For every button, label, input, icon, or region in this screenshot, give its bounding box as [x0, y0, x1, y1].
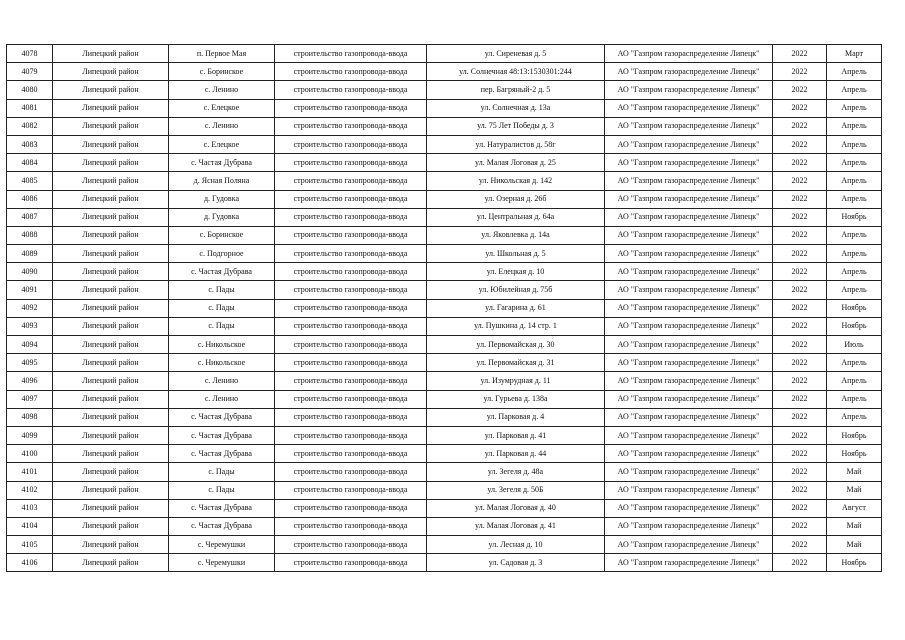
month-cell: Апрель [827, 63, 882, 81]
organization-cell: АО "Газпром газораспределение Липецк" [605, 336, 773, 354]
month-cell: Апрель [827, 117, 882, 135]
organization-cell: АО "Газпром газораспределение Липецк" [605, 317, 773, 335]
work-type-cell: строительство газопровода-ввода [275, 463, 427, 481]
organization-cell: АО "Газпром газораспределение Липецк" [605, 299, 773, 317]
table-row [7, 354, 882, 372]
work-type-cell: строительство газопровода-ввода [275, 226, 427, 244]
month-cell: Ноябрь [827, 445, 882, 463]
settlement-cell: д. Гудовка [169, 190, 275, 208]
document-page [6, 44, 882, 572]
district-cell: Липецкий район [53, 445, 169, 463]
settlement-cell: с. Боринское [169, 226, 275, 244]
work-type-cell: строительство газопровода-ввода [275, 499, 427, 517]
district-cell: Липецкий район [53, 63, 169, 81]
month-cell: Май [827, 463, 882, 481]
settlement-cell: с. Пады [169, 317, 275, 335]
row-number-cell: 4082 [7, 117, 53, 135]
table-row [7, 426, 882, 444]
district-cell: Липецкий район [53, 517, 169, 535]
month-cell: Апрель [827, 354, 882, 372]
table-row [7, 481, 882, 499]
work-type-cell: строительство газопровода-ввода [275, 135, 427, 153]
row-number-cell: 4086 [7, 190, 53, 208]
row-number-cell: 4091 [7, 281, 53, 299]
district-cell: Липецкий район [53, 354, 169, 372]
table-row [7, 299, 882, 317]
work-type-cell: строительство газопровода-ввода [275, 408, 427, 426]
work-type-cell: строительство газопровода-ввода [275, 208, 427, 226]
table-row [7, 263, 882, 281]
month-cell: Май [827, 481, 882, 499]
month-cell: Апрель [827, 81, 882, 99]
month-cell: Апрель [827, 172, 882, 190]
organization-cell: АО "Газпром газораспределение Липецк" [605, 499, 773, 517]
district-cell: Липецкий район [53, 172, 169, 190]
address-cell: ул. Парковая д. 41 [427, 426, 605, 444]
year-cell: 2022 [773, 390, 827, 408]
month-cell: Ноябрь [827, 317, 882, 335]
table-row [7, 554, 882, 572]
year-cell: 2022 [773, 554, 827, 572]
row-number-cell: 4104 [7, 517, 53, 535]
work-type-cell: строительство газопровода-ввода [275, 317, 427, 335]
year-cell: 2022 [773, 445, 827, 463]
row-number-cell: 4089 [7, 245, 53, 263]
row-number-cell: 4088 [7, 226, 53, 244]
table-row [7, 226, 882, 244]
year-cell: 2022 [773, 245, 827, 263]
year-cell: 2022 [773, 499, 827, 517]
settlement-cell: с. Частая Дубрава [169, 263, 275, 281]
table-row [7, 135, 882, 153]
address-cell: ул. Пушкина д. 14 стр. 1 [427, 317, 605, 335]
address-cell: ул. Зегеля д. 48а [427, 463, 605, 481]
district-cell: Липецкий район [53, 208, 169, 226]
address-cell: ул. Школьная д. 5 [427, 245, 605, 263]
district-cell: Липецкий район [53, 154, 169, 172]
address-cell: ул. Первомайская д. 31 [427, 354, 605, 372]
settlement-cell: с. Ленино [169, 372, 275, 390]
month-cell: Август [827, 499, 882, 517]
organization-cell: АО "Газпром газораспределение Липецк" [605, 481, 773, 499]
settlement-cell: с. Боринское [169, 63, 275, 81]
row-number-cell: 4101 [7, 463, 53, 481]
year-cell: 2022 [773, 299, 827, 317]
district-cell: Липецкий район [53, 263, 169, 281]
organization-cell: АО "Газпром газораспределение Липецк" [605, 554, 773, 572]
row-number-cell: 4106 [7, 554, 53, 572]
work-type-cell: строительство газопровода-ввода [275, 281, 427, 299]
year-cell: 2022 [773, 154, 827, 172]
table-row [7, 281, 882, 299]
work-type-cell: строительство газопровода-ввода [275, 354, 427, 372]
year-cell: 2022 [773, 281, 827, 299]
district-cell: Липецкий район [53, 536, 169, 554]
organization-cell: АО "Газпром газораспределение Липецк" [605, 81, 773, 99]
district-cell: Липецкий район [53, 481, 169, 499]
table-row [7, 190, 882, 208]
year-cell: 2022 [773, 190, 827, 208]
table-row [7, 99, 882, 117]
settlement-cell: с. Пады [169, 281, 275, 299]
row-number-cell: 4087 [7, 208, 53, 226]
row-number-cell: 4099 [7, 426, 53, 444]
address-cell: ул. Зегеля д. 50Б [427, 481, 605, 499]
month-cell: Май [827, 536, 882, 554]
work-type-cell: строительство газопровода-ввода [275, 154, 427, 172]
settlement-cell: с. Частая Дубрава [169, 426, 275, 444]
row-number-cell: 4079 [7, 63, 53, 81]
organization-cell: АО "Газпром газораспределение Липецк" [605, 445, 773, 463]
row-number-cell: 4080 [7, 81, 53, 99]
district-cell: Липецкий район [53, 390, 169, 408]
address-cell: ул. Озерная д. 26б [427, 190, 605, 208]
month-cell: Ноябрь [827, 299, 882, 317]
year-cell: 2022 [773, 536, 827, 554]
gas-connection-table [6, 44, 882, 572]
organization-cell: АО "Газпром газораспределение Липецк" [605, 263, 773, 281]
district-cell: Липецкий район [53, 372, 169, 390]
settlement-cell: с. Частая Дубрава [169, 517, 275, 535]
district-cell: Липецкий район [53, 408, 169, 426]
row-number-cell: 4094 [7, 336, 53, 354]
address-cell: ул. Яковлевка д. 14а [427, 226, 605, 244]
month-cell: Апрель [827, 154, 882, 172]
address-cell: ул. Лесная д. 10 [427, 536, 605, 554]
organization-cell: АО "Газпром газораспределение Липецк" [605, 281, 773, 299]
month-cell: Апрель [827, 372, 882, 390]
year-cell: 2022 [773, 63, 827, 81]
address-cell: ул. Малая Логовая д. 25 [427, 154, 605, 172]
address-cell: ул. Центральная д. 64а [427, 208, 605, 226]
organization-cell: АО "Газпром газораспределение Липецк" [605, 45, 773, 63]
year-cell: 2022 [773, 354, 827, 372]
table-row [7, 372, 882, 390]
row-number-cell: 4090 [7, 263, 53, 281]
month-cell: Апрель [827, 390, 882, 408]
organization-cell: АО "Газпром газораспределение Липецк" [605, 208, 773, 226]
row-number-cell: 4085 [7, 172, 53, 190]
settlement-cell: с. Ленино [169, 81, 275, 99]
work-type-cell: строительство газопровода-ввода [275, 426, 427, 444]
district-cell: Липецкий район [53, 336, 169, 354]
work-type-cell: строительство газопровода-ввода [275, 63, 427, 81]
year-cell: 2022 [773, 172, 827, 190]
work-type-cell: строительство газопровода-ввода [275, 245, 427, 263]
work-type-cell: строительство газопровода-ввода [275, 117, 427, 135]
row-number-cell: 4103 [7, 499, 53, 517]
month-cell: Май [827, 517, 882, 535]
district-cell: Липецкий район [53, 117, 169, 135]
settlement-cell: с. Никольское [169, 354, 275, 372]
address-cell: пер. Багряный-2 д. 5 [427, 81, 605, 99]
month-cell: Апрель [827, 226, 882, 244]
table-row [7, 154, 882, 172]
row-number-cell: 4105 [7, 536, 53, 554]
district-cell: Липецкий район [53, 299, 169, 317]
row-number-cell: 4102 [7, 481, 53, 499]
table-row [7, 463, 882, 481]
row-number-cell: 4096 [7, 372, 53, 390]
month-cell: Ноябрь [827, 554, 882, 572]
row-number-cell: 4100 [7, 445, 53, 463]
organization-cell: АО "Газпром газораспределение Липецк" [605, 354, 773, 372]
district-cell: Липецкий район [53, 190, 169, 208]
work-type-cell: строительство газопровода-ввода [275, 172, 427, 190]
organization-cell: АО "Газпром газораспределение Липецк" [605, 463, 773, 481]
address-cell: ул. Изумрудная д. 11 [427, 372, 605, 390]
organization-cell: АО "Газпром газораспределение Липецк" [605, 372, 773, 390]
table-row [7, 336, 882, 354]
work-type-cell: строительство газопровода-ввода [275, 99, 427, 117]
table-row [7, 317, 882, 335]
settlement-cell: п. Первое Мая [169, 45, 275, 63]
settlement-cell: д. Ясная Поляна [169, 172, 275, 190]
address-cell: ул. Гурьева д. 138а [427, 390, 605, 408]
work-type-cell: строительство газопровода-ввода [275, 45, 427, 63]
work-type-cell: строительство газопровода-ввода [275, 445, 427, 463]
work-type-cell: строительство газопровода-ввода [275, 517, 427, 535]
year-cell: 2022 [773, 226, 827, 244]
district-cell: Липецкий район [53, 426, 169, 444]
row-number-cell: 4081 [7, 99, 53, 117]
month-cell: Апрель [827, 408, 882, 426]
year-cell: 2022 [773, 117, 827, 135]
table-row [7, 172, 882, 190]
address-cell: ул. Малая Логовая д. 40 [427, 499, 605, 517]
district-cell: Липецкий район [53, 499, 169, 517]
table-row [7, 208, 882, 226]
table-row [7, 390, 882, 408]
organization-cell: АО "Газпром газораспределение Липецк" [605, 390, 773, 408]
year-cell: 2022 [773, 463, 827, 481]
organization-cell: АО "Газпром газораспределение Липецк" [605, 190, 773, 208]
year-cell: 2022 [773, 81, 827, 99]
row-number-cell: 4092 [7, 299, 53, 317]
district-cell: Липецкий район [53, 554, 169, 572]
year-cell: 2022 [773, 426, 827, 444]
settlement-cell: с. Пады [169, 481, 275, 499]
table-row [7, 81, 882, 99]
organization-cell: АО "Газпром газораспределение Липецк" [605, 536, 773, 554]
address-cell: ул. Сиреневая д. 5 [427, 45, 605, 63]
district-cell: Липецкий район [53, 317, 169, 335]
district-cell: Липецкий район [53, 281, 169, 299]
month-cell: Март [827, 45, 882, 63]
month-cell: Ноябрь [827, 426, 882, 444]
district-cell: Липецкий район [53, 81, 169, 99]
work-type-cell: строительство газопровода-ввода [275, 263, 427, 281]
year-cell: 2022 [773, 208, 827, 226]
address-cell: ул. Парковая д. 44 [427, 445, 605, 463]
settlement-cell: с. Ленино [169, 117, 275, 135]
year-cell: 2022 [773, 372, 827, 390]
organization-cell: АО "Газпром газораспределение Липецк" [605, 63, 773, 81]
settlement-cell: с. Частая Дубрава [169, 445, 275, 463]
year-cell: 2022 [773, 45, 827, 63]
year-cell: 2022 [773, 408, 827, 426]
work-type-cell: строительство газопровода-ввода [275, 299, 427, 317]
row-number-cell: 4095 [7, 354, 53, 372]
year-cell: 2022 [773, 517, 827, 535]
address-cell: ул. Елецкая д. 10 [427, 263, 605, 281]
month-cell: Апрель [827, 281, 882, 299]
year-cell: 2022 [773, 263, 827, 281]
row-number-cell: 4078 [7, 45, 53, 63]
district-cell: Липецкий район [53, 226, 169, 244]
address-cell: ул. Никольская д. 142 [427, 172, 605, 190]
organization-cell: АО "Газпром газораспределение Липецк" [605, 245, 773, 263]
settlement-cell: с. Частая Дубрава [169, 499, 275, 517]
table-row [7, 517, 882, 535]
year-cell: 2022 [773, 481, 827, 499]
year-cell: 2022 [773, 99, 827, 117]
settlement-cell: с. Елецкое [169, 135, 275, 153]
table-row [7, 117, 882, 135]
month-cell: Апрель [827, 263, 882, 281]
organization-cell: АО "Газпром газораспределение Липецк" [605, 99, 773, 117]
address-cell: ул. Натуралистов д. 58г [427, 135, 605, 153]
address-cell: ул. Первомайская д. 30 [427, 336, 605, 354]
settlement-cell: с. Елецкое [169, 99, 275, 117]
settlement-cell: с. Черемушки [169, 554, 275, 572]
address-cell: ул. Юбилейная д. 75б [427, 281, 605, 299]
district-cell: Липецкий район [53, 45, 169, 63]
month-cell: Апрель [827, 245, 882, 263]
district-cell: Липецкий район [53, 245, 169, 263]
settlement-cell: с. Черемушки [169, 536, 275, 554]
district-cell: Липецкий район [53, 135, 169, 153]
settlement-cell: с. Частая Дубрава [169, 408, 275, 426]
organization-cell: АО "Газпром газораспределение Липецк" [605, 426, 773, 444]
table-row [7, 245, 882, 263]
organization-cell: АО "Газпром газораспределение Липецк" [605, 135, 773, 153]
settlement-cell: с. Частая Дубрава [169, 154, 275, 172]
row-number-cell: 4098 [7, 408, 53, 426]
table-row [7, 63, 882, 81]
address-cell: ул. Солнечная д. 13а [427, 99, 605, 117]
district-cell: Липецкий район [53, 99, 169, 117]
month-cell: Ноябрь [827, 208, 882, 226]
settlement-cell: с. Ленино [169, 390, 275, 408]
settlement-cell: с. Пады [169, 463, 275, 481]
row-number-cell: 4084 [7, 154, 53, 172]
settlement-cell: д. Гудовка [169, 208, 275, 226]
settlement-cell: с. Пады [169, 299, 275, 317]
table-row [7, 536, 882, 554]
row-number-cell: 4097 [7, 390, 53, 408]
address-cell: ул. Солнечная 48:13:1530301:244 [427, 63, 605, 81]
organization-cell: АО "Газпром газораспределение Липецк" [605, 226, 773, 244]
organization-cell: АО "Газпром газораспределение Липецк" [605, 408, 773, 426]
row-number-cell: 4093 [7, 317, 53, 335]
work-type-cell: строительство газопровода-ввода [275, 536, 427, 554]
year-cell: 2022 [773, 135, 827, 153]
work-type-cell: строительство газопровода-ввода [275, 190, 427, 208]
table-body [7, 45, 882, 572]
work-type-cell: строительство газопровода-ввода [275, 390, 427, 408]
work-type-cell: строительство газопровода-ввода [275, 372, 427, 390]
month-cell: Июль [827, 336, 882, 354]
table-row [7, 45, 882, 63]
table-row [7, 499, 882, 517]
district-cell: Липецкий район [53, 463, 169, 481]
month-cell: Апрель [827, 99, 882, 117]
table-row [7, 445, 882, 463]
address-cell: ул. 75 Лет Победы д. 3 [427, 117, 605, 135]
address-cell: ул. Парковая д. 4 [427, 408, 605, 426]
organization-cell: АО "Газпром газораспределение Липецк" [605, 172, 773, 190]
work-type-cell: строительство газопровода-ввода [275, 554, 427, 572]
address-cell: ул. Садовая д. 3 [427, 554, 605, 572]
year-cell: 2022 [773, 317, 827, 335]
work-type-cell: строительство газопровода-ввода [275, 336, 427, 354]
address-cell: ул. Малая Логовая д. 41 [427, 517, 605, 535]
year-cell: 2022 [773, 336, 827, 354]
work-type-cell: строительство газопровода-ввода [275, 81, 427, 99]
table-row [7, 408, 882, 426]
settlement-cell: с. Никольское [169, 336, 275, 354]
month-cell: Апрель [827, 190, 882, 208]
row-number-cell: 4083 [7, 135, 53, 153]
organization-cell: АО "Газпром газораспределение Липецк" [605, 117, 773, 135]
address-cell: ул. Гагарина д. 61 [427, 299, 605, 317]
work-type-cell: строительство газопровода-ввода [275, 481, 427, 499]
month-cell: Апрель [827, 135, 882, 153]
organization-cell: АО "Газпром газораспределение Липецк" [605, 154, 773, 172]
organization-cell: АО "Газпром газораспределение Липецк" [605, 517, 773, 535]
settlement-cell: с. Подгорное [169, 245, 275, 263]
